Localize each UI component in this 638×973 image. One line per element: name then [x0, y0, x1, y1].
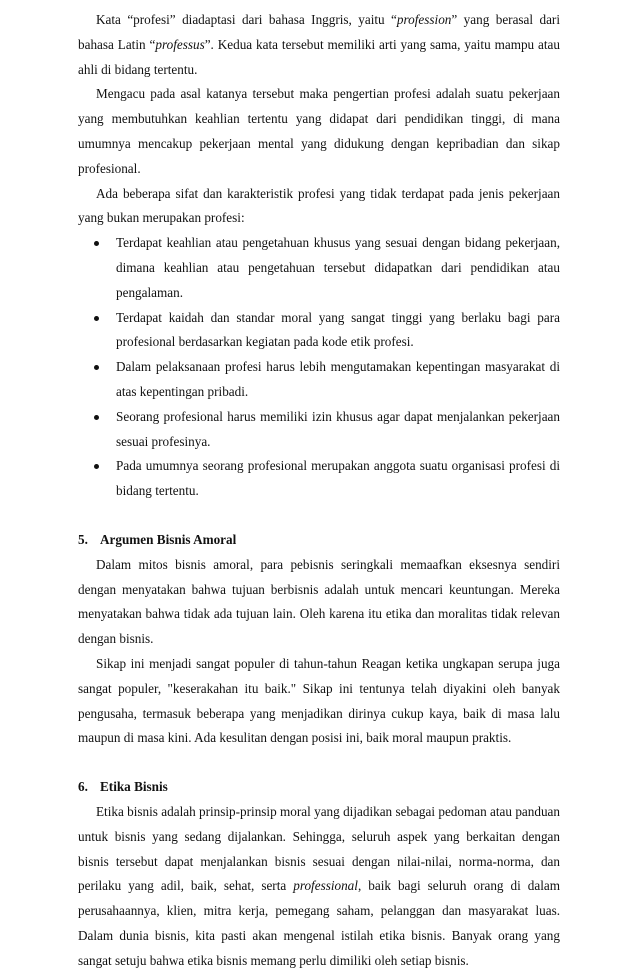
intro-p1-part-b: ” yang berasal dari bahasa Latin “ [78, 12, 560, 52]
list-item [78, 355, 560, 405]
section-6-p1-part-a: Etika bisnis adalah prinsip-prinsip moral yang dijadikan sebagai pedoman atau panduan untuk bisnis yang sedang dijalankan. Sehingga, seluruh aspek yang berkaitan dengan bisnis tersebut dapat menjalankan bisnis sesuai dengan nilai-nilai, norma-norma, dan perilaku yang adil, baik, sehat, serta [78, 803, 560, 894]
list-item [78, 454, 560, 504]
section-6-heading [78, 775, 560, 800]
section-5-paragraph-2: Sikap ini menjadi sangat populer di tahun-tahun Reagan ketika ungkapan serupa juga sangat populer, "keserakahan itu baik." Sikap ini tentunya telah diyakini oleh banyak pengusaha, termasuk beberapa yang menjadikan dirinya cukup kaya, baik di masa lalu maupun di masa kini. Ada kesulitan dengan posisi ini, baik moral maupun praktis. [78, 655, 560, 746]
intro-p1-term-profession: profession [396, 12, 452, 27]
list-item-text: Terdapat kaidah dan standar moral yang sangat tinggi yang berlaku bagi para profesional berdasarkan kegiatan pada kode etik profesi. [116, 309, 560, 350]
list-item-text: Pada umumnya seorang profesional merupakan anggota suatu organisasi profesi di bidang tertentu. [116, 458, 560, 499]
intro-paragraph-3: Ada beberapa sifat dan karakteristik profesi yang tidak terdapat pada jenis pekerjaan yang bukan merupakan profesi: [78, 185, 560, 226]
section-spacer [78, 751, 560, 775]
list-item-text: Dalam pelaksanaan profesi harus lebih mengutamakan kepentingan masyarakat di atas kepentingan pribadi. [116, 359, 560, 399]
section-title: Etika Bisnis [100, 779, 168, 795]
list-item [78, 405, 560, 455]
section-5-paragraph-1: Dalam mitos bisnis amoral, para pebisnis seringkali memaafkan eksesnya sendiri dengan menyatakan bahwa tujuan berbisnis adalah untuk mencari keuntungan. Mereka menyatakan bahwa tidak ada tujuan lain. Oleh karena itu etika dan moralitas tidak relevan dengan bisnis. [78, 556, 560, 647]
bullet-icon [94, 464, 99, 469]
bullet-icon [94, 241, 99, 246]
list-item-text: Seorang profesional harus memiliki izin khusus agar dapat menjalankan pekerjaan sesuai profesinya. [116, 408, 560, 449]
section-5-heading [78, 528, 560, 553]
section-6-p1-term-professional: professional [293, 878, 358, 894]
intro-p1-part-a: Kata “profesi” diadaptasi dari bahasa Inggris, yaitu “ [96, 12, 397, 27]
section-number: 6. [78, 779, 88, 795]
section-title: Argumen Bisnis Amoral [100, 531, 237, 547]
section-number: 5. [78, 531, 88, 547]
section-spacer [78, 504, 560, 528]
bullet-icon [94, 415, 99, 420]
list-item [78, 231, 560, 305]
list-item-text: Terdapat keahlian atau pengetahuan khusus yang sesuai dengan bidang pekerjaan, dimana keahlian atau pengetahuan tersebut didapatkan dari pendidikan atau pengalaman. [116, 235, 560, 300]
section-6-paragraph-1 [78, 800, 560, 973]
characteristics-list [78, 231, 560, 504]
bullet-icon [94, 316, 99, 321]
list-item [78, 306, 560, 356]
bullet-icon [94, 365, 99, 370]
intro-p1-term-professus: professus [155, 36, 205, 52]
section-6-p1-part-b: , baik bagi seluruh orang di dalam perusahaannya, klien, mitra kerja, pemegang saham, pelanggan dan masyarakat luas. Dalam dunia bisnis, kita pasti akan mengenal istilah etika bisnis. Banyak orang yang sangat setuju bahwa etika bisnis memang perlu dimiliki oleh setiap bisnis. [78, 878, 560, 968]
intro-p1-part-c: ”. Kedua kata tersebut memiliki arti yang sama, yaitu mampu atau ahli di bidang tertentu. [78, 36, 560, 77]
intro-paragraph-1 [78, 8, 560, 82]
intro-paragraph-2: Mengacu pada asal katanya tersebut maka pengertian profesi adalah suatu pekerjaan yang membutuhkan keahlian tertentu yang didapat dari pendidikan tinggi, di mana umumnya mencakup pekerjaan mental yang didukung dengan kepribadian dan sikap profesional. [78, 86, 560, 176]
